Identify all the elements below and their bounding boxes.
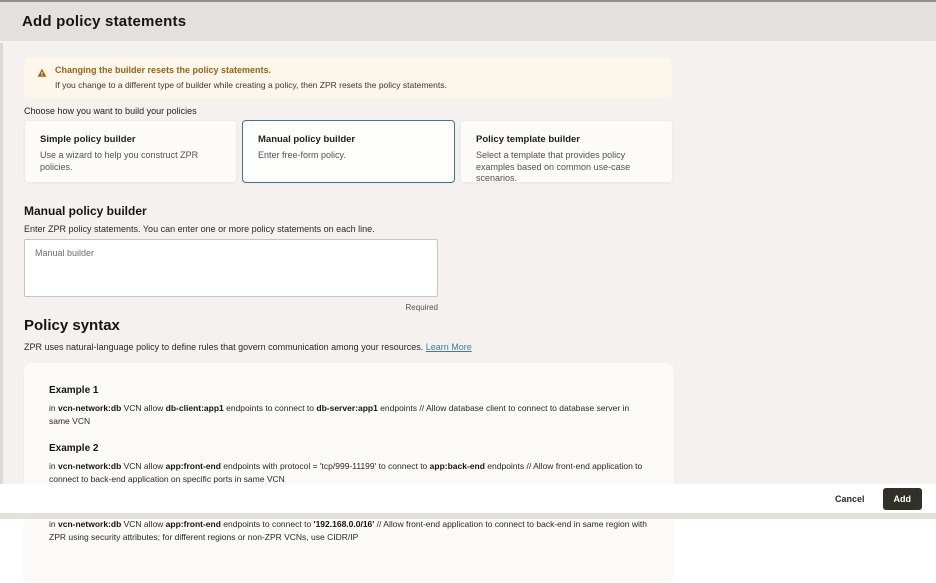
- policy-syntax-description-text: ZPR uses natural-language policy to define rules that govern communication among your resources.: [24, 342, 424, 352]
- policy-syntax-description: [24, 342, 936, 353]
- builder-option-template[interactable]: [460, 120, 673, 183]
- policy-examples: [24, 363, 674, 583]
- dialog-header: [0, 2, 936, 41]
- policy-example: [49, 443, 649, 485]
- warning-icon: [37, 65, 47, 91]
- builder-option-title: Policy template builder: [476, 134, 580, 145]
- policy-syntax-title: Policy syntax: [24, 317, 120, 334]
- add-button[interactable]: Add: [883, 488, 923, 510]
- policy-example-text: in vcn-network:db VCN allow app:front-end endpoints to connect to '192.168.0.0/16' // Allow front-end application to connect to back-end in same region with ZPR using security attributes; for different regions or non-ZPR VCNs, use CIDR/IP: [49, 519, 647, 542]
- required-label: Required: [405, 303, 438, 312]
- learn-more-link[interactable]: Learn More: [425, 342, 472, 352]
- builder-option-title: Manual policy builder: [258, 134, 356, 145]
- builder-options: [24, 120, 936, 183]
- warning-banner-title: Changing the builder resets the policy statements.: [55, 65, 272, 75]
- cancel-button[interactable]: Cancel: [833, 490, 867, 508]
- manual-policy-textarea[interactable]: [24, 239, 438, 297]
- policy-example-title: Example 2: [49, 443, 99, 454]
- policy-example: [49, 385, 649, 427]
- bottom-strip: [0, 513, 936, 519]
- builder-option-title: Simple policy builder: [40, 134, 136, 145]
- builder-option-description: Select a template that provides policy examples based on common use-case scenarios.: [476, 150, 631, 183]
- policy-example-text: in vcn-network:db VCN allow app:front-end endpoints with protocol = 'tcp/999-11199' to connect to app:back-end endpoints // Allow front-end application to connect to back-end application on specific ports in same VCN: [49, 461, 643, 484]
- warning-banner-description: If you change to a different type of builder while creating a policy, then ZPR resets the policy statements.: [55, 80, 447, 90]
- builder-choice-label: Choose how you want to build your policies: [24, 106, 197, 116]
- builder-option-description: Use a wizard to help you construct ZPR policies.: [40, 150, 199, 172]
- builder-option-manual[interactable]: [242, 120, 455, 183]
- builder-option-simple[interactable]: [24, 120, 237, 183]
- policy-example-title: Example 1: [49, 385, 99, 396]
- warning-banner: [24, 57, 672, 98]
- page-title: Add policy statements: [22, 13, 187, 30]
- manual-builder-description: Enter ZPR policy statements. You can enter one or more policy statements on each line.: [24, 224, 375, 234]
- dialog-body: [0, 43, 936, 542]
- dialog-footer: [0, 484, 936, 513]
- manual-builder-title: Manual policy builder: [24, 204, 147, 218]
- builder-option-description: Enter free-form policy.: [258, 150, 346, 160]
- policy-example-text: in vcn-network:db VCN allow db-client:app1 endpoints to connect to db-server:app1 endpoints // Allow database client to connect to database server in same VCN: [49, 403, 630, 426]
